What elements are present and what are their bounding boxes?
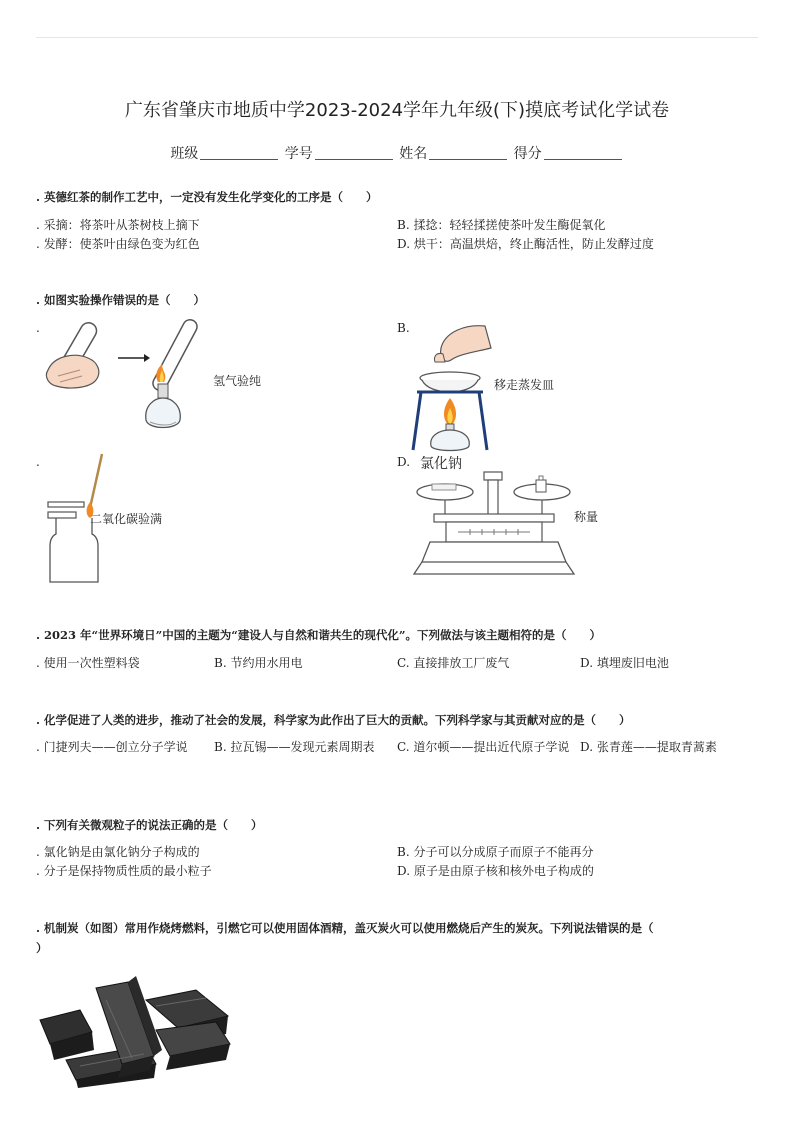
charcoal-icon: [40, 976, 230, 1088]
name-blank[interactable]: [429, 145, 507, 160]
q4-option-d[interactable]: D. 张青莲——提取青蒿素: [580, 740, 717, 754]
arrow-icon: [118, 354, 150, 362]
q2-marker-a[interactable]: .: [36, 321, 40, 335]
student-info-line: [0, 143, 794, 163]
hand-icon: [434, 326, 491, 362]
q2-balance-label: 氯化钠: [420, 456, 462, 472]
charcoal-briquettes-image: [36, 960, 236, 1090]
balance-icon: [414, 472, 574, 574]
q5-option-c[interactable]: . 分子是保持物质性质的最小粒子: [36, 864, 212, 878]
evaporating-dish-icon: [420, 372, 480, 392]
page-title: 广东省肇庆市地质中学2023-2024学年九年级(下)摸底考试化学试卷: [124, 100, 670, 121]
q5-option-a[interactable]: . 氯化钠是由氯化钠分子构成的: [36, 845, 200, 859]
q2-marker-b[interactable]: B.: [397, 321, 410, 335]
q3-stem: . 2023 年“世界环境日”中国的主题为“建设人与自然和谐共生的现代化”。下列做法与该主题相符的是（ ）: [36, 628, 601, 642]
q3-option-a[interactable]: . 使用一次性塑料袋: [36, 656, 140, 670]
q4-option-b[interactable]: B. 拉瓦锡——发现元素周期表: [214, 740, 375, 754]
q3-option-d[interactable]: D. 填埋废旧电池: [580, 656, 669, 670]
name-label: 姓名: [399, 146, 428, 162]
q5-option-d[interactable]: D. 原子是由原子核和核外电子构成的: [397, 864, 594, 878]
score-label: 得分: [513, 146, 542, 162]
q2-stem: . 如图实验操作错误的是（ ）: [36, 293, 206, 307]
q2-marker-c[interactable]: .: [36, 455, 40, 469]
q4-option-c[interactable]: C. 道尔顿——提出近代原子学说: [397, 740, 570, 754]
student-no-label: 学号: [284, 146, 313, 162]
q1-option-c[interactable]: . 发酵：使茶叶由绿色变为红色: [36, 237, 200, 251]
flame-icon: [444, 398, 456, 426]
q5-option-b[interactable]: B. 分子可以分成原子而原子不能再分: [397, 845, 594, 859]
q4-option-a[interactable]: . 门捷列夫——创立分子学说: [36, 740, 188, 754]
q2-caption-c: 二氧化碳验满: [90, 512, 163, 526]
q2-caption-d: 称量: [574, 510, 599, 524]
class-label: 班级: [170, 146, 199, 162]
balance-figure: [410, 466, 580, 582]
q4-stem: . 化学促进了人类的进步，推动了社会的发展，科学家为此作出了巨大的贡献。下列科学家与其贡献对应的是（ ）: [36, 713, 631, 727]
score-blank[interactable]: [544, 145, 622, 160]
q5-stem: . 下列有关微观粒子的说法正确的是（ ）: [36, 818, 263, 832]
q2-marker-d[interactable]: D.: [397, 455, 411, 469]
alcohol-lamp-icon: [146, 364, 181, 428]
class-blank[interactable]: [200, 145, 278, 160]
header-rule: [36, 37, 758, 38]
q2-caption-b: 移走蒸发皿: [494, 378, 555, 392]
hydrogen-test-figure: [40, 312, 240, 447]
hand-icon: [46, 320, 99, 388]
alcohol-lamp-icon: [431, 424, 470, 451]
q2-caption-a: 氢气验纯: [213, 374, 262, 388]
q6-stem-line2: ）: [36, 941, 48, 955]
q3-option-b[interactable]: B. 节约用水用电: [214, 656, 303, 670]
q1-option-d[interactable]: D. 烘干：高温烘焙，终止酶活性，防止发酵过度: [397, 237, 654, 251]
match-stick-icon: [87, 454, 102, 518]
q6-stem-line1: . 机制炭（如图）常用作烧烤燃料，引燃它可以使用固体酒精，盖灭炭火可以使用燃烧后产生的炭灰。下列说法错误的是（: [36, 921, 654, 935]
q1-option-b[interactable]: B. 揉捻：轻轻揉搓使茶叶发生酶促氧化: [397, 218, 606, 232]
q1-option-a[interactable]: . 采摘：将茶叶从茶树枝上摘下: [36, 218, 200, 232]
student-no-blank[interactable]: [315, 145, 393, 160]
q3-option-c[interactable]: C. 直接排放工厂废气: [397, 656, 510, 670]
q1-stem: . 英德红茶的制作工艺中，一定没有发生化学变化的工序是（ ）: [36, 190, 378, 204]
